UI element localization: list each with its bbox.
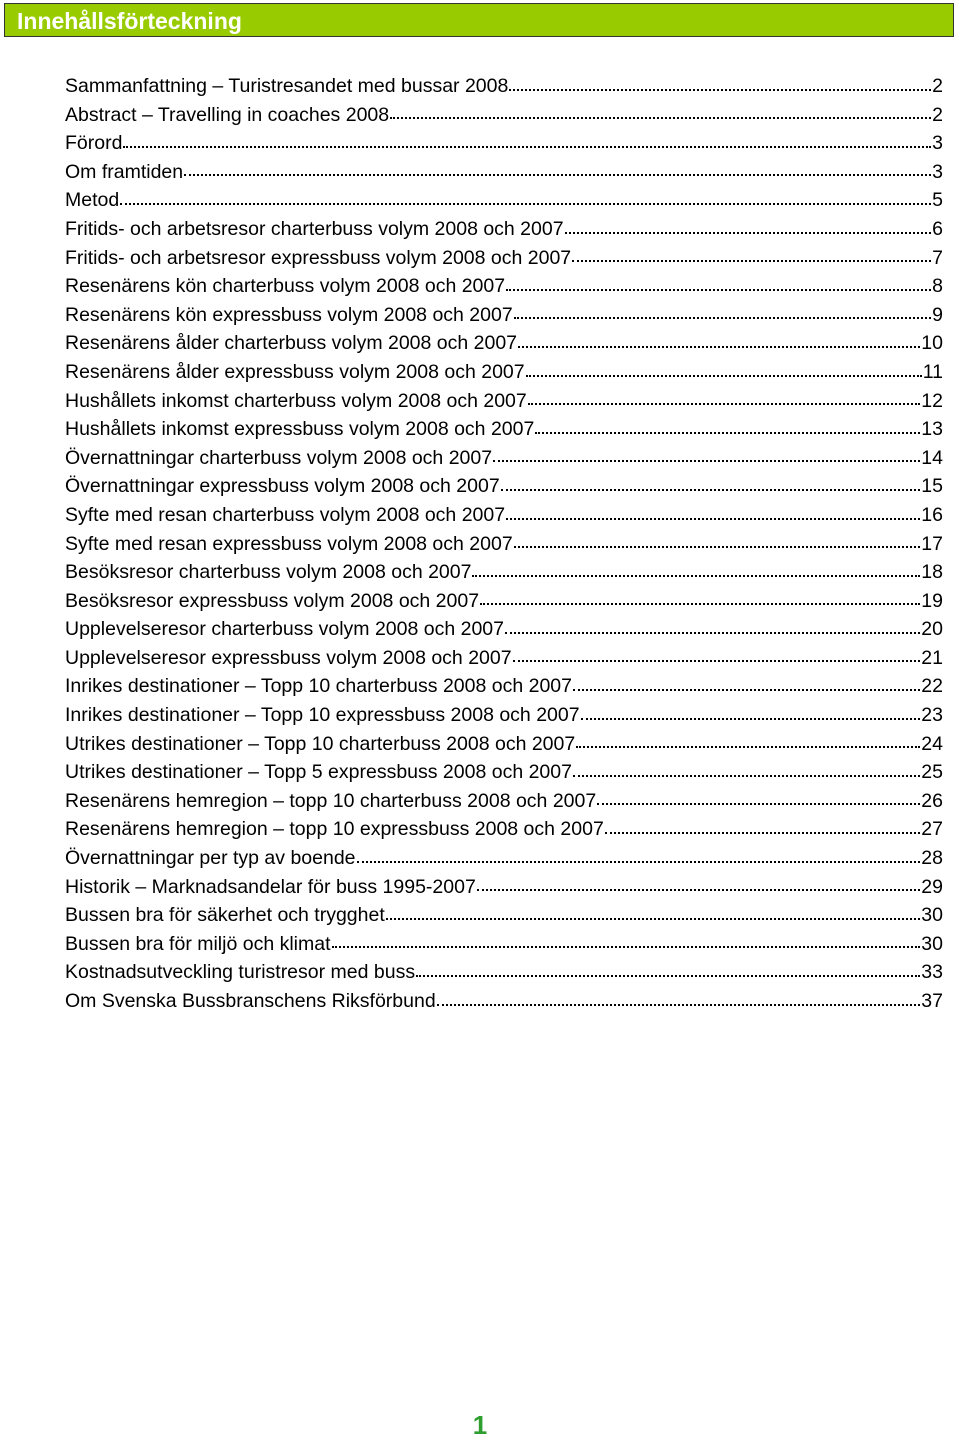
toc-entry-page: 11 xyxy=(922,360,943,383)
toc-entry[interactable] xyxy=(65,301,943,330)
toc-entry-label: Resenärens ålder expressbuss volym 2008 och 2007 xyxy=(65,360,525,383)
toc-dot-leader xyxy=(472,575,920,577)
toc-dot-leader xyxy=(390,117,931,119)
toc-dot-leader xyxy=(535,432,920,434)
toc-entry[interactable] xyxy=(65,101,943,130)
toc-entry[interactable] xyxy=(65,930,943,959)
toc-entry-page: 5 xyxy=(932,189,943,212)
toc-entry-page: 14 xyxy=(921,446,943,469)
page-title: Innehållsförteckning xyxy=(17,8,242,34)
toc-entry-label: Utrikes destinationer – Topp 10 charterbuss 2008 och 2007 xyxy=(65,732,576,755)
toc-dot-leader xyxy=(120,203,931,205)
section-header-bar xyxy=(4,3,954,37)
toc-entry-page: 21 xyxy=(921,646,943,669)
toc-entry-label: Fritids- och arbetsresor expressbuss volym 2008 och 2007 xyxy=(65,246,572,269)
toc-entry-page: 19 xyxy=(921,589,943,612)
toc-entry-label: Besöksresor expressbuss volym 2008 och 2007 xyxy=(65,589,480,612)
toc-entry[interactable] xyxy=(65,987,943,1016)
toc-entry[interactable] xyxy=(65,758,943,787)
toc-entry-label: Upplevelseresor charterbuss volym 2008 och 2007 xyxy=(65,618,504,641)
toc-entry-label: Besöksresor charterbuss volym 2008 och 2007 xyxy=(65,561,472,584)
toc-entry[interactable] xyxy=(65,329,943,358)
toc-entry-label: Upplevelseresor expressbuss volym 2008 och 2007 xyxy=(65,646,512,669)
toc-entry-label: Resenärens hemregion – topp 10 charterbuss 2008 och 2007 xyxy=(65,789,597,812)
toc-dot-leader xyxy=(506,518,920,520)
toc-dot-leader xyxy=(605,832,921,834)
toc-entry-label: Kostnadsutveckling turistresor med buss xyxy=(65,961,416,984)
toc-entry-page: 20 xyxy=(921,618,943,641)
toc-entry-page: 23 xyxy=(921,704,943,727)
toc-entry-label: Bussen bra för säkerhet och trygghet xyxy=(65,904,385,927)
toc-entry[interactable] xyxy=(65,815,943,844)
toc-entry[interactable] xyxy=(65,272,943,301)
toc-entry-label: Syfte med resan charterbuss volym 2008 och 2007 xyxy=(65,503,506,526)
toc-dot-leader xyxy=(514,546,921,548)
toc-entry[interactable] xyxy=(65,558,943,587)
toc-dot-leader xyxy=(513,660,921,662)
toc-entry-page: 24 xyxy=(921,732,943,755)
toc-dot-leader xyxy=(514,317,931,319)
toc-dot-leader xyxy=(357,861,921,863)
toc-entry-label: Abstract – Travelling in coaches 2008 xyxy=(65,103,390,126)
toc-entry-page: 29 xyxy=(921,875,943,898)
toc-entry[interactable] xyxy=(65,530,943,559)
toc-entry-label: Metod xyxy=(65,189,120,212)
toc-entry-label: Resenärens kön charterbuss volym 2008 och 2007 xyxy=(65,275,506,298)
toc-entry[interactable] xyxy=(65,701,943,730)
toc-entry-page: 10 xyxy=(921,332,943,355)
toc-entry-label: Övernattningar charterbuss volym 2008 och 2007 xyxy=(65,446,493,469)
toc-entry-page: 13 xyxy=(921,418,943,441)
toc-entry[interactable] xyxy=(65,501,943,530)
toc-entry-label: Fritids- och arbetsresor charterbuss volym 2008 och 2007 xyxy=(65,217,564,240)
toc-dot-leader xyxy=(506,289,931,291)
toc-dot-leader xyxy=(184,174,931,176)
toc-entry-label: Inrikes destinationer – Topp 10 charterbuss 2008 och 2007 xyxy=(65,675,572,698)
toc-entry-page: 22 xyxy=(921,675,943,698)
toc-dot-leader xyxy=(573,689,920,691)
toc-entry-page: 7 xyxy=(932,246,943,269)
toc-entry-page: 3 xyxy=(932,160,943,183)
toc-entry[interactable] xyxy=(65,615,943,644)
toc-entry[interactable] xyxy=(65,730,943,759)
toc-entry[interactable] xyxy=(65,958,943,987)
toc-entry-label: Resenärens hemregion – topp 10 expressbuss 2008 och 2007 xyxy=(65,818,604,841)
toc-entry[interactable] xyxy=(65,787,943,816)
toc-entry-page: 9 xyxy=(932,303,943,326)
toc-dot-leader xyxy=(386,918,921,920)
toc-entry-label: Inrikes destinationer – Topp 10 expressbuss 2008 och 2007 xyxy=(65,704,580,727)
toc-entry-page: 18 xyxy=(921,561,943,584)
toc-entry[interactable] xyxy=(65,186,943,215)
toc-entry-label: Resenärens ålder charterbuss volym 2008 och 2007 xyxy=(65,332,518,355)
toc-entry[interactable] xyxy=(65,844,943,873)
toc-entry-page: 37 xyxy=(921,990,943,1012)
toc-entry-page: 27 xyxy=(921,818,943,841)
toc-dot-leader xyxy=(416,975,920,977)
toc-entry[interactable] xyxy=(65,129,943,158)
toc-entry-page: 17 xyxy=(921,532,943,555)
toc-dot-leader xyxy=(493,460,920,462)
toc-entry-page: 3 xyxy=(932,132,943,155)
toc-entry-label: Historik – Marknadsandelar för buss 1995-2007 xyxy=(65,875,476,898)
toc-entry-page: 16 xyxy=(921,503,943,526)
toc-dot-leader xyxy=(505,632,920,634)
toc-dot-leader xyxy=(123,146,931,148)
toc-entry-page: 2 xyxy=(932,75,943,97)
toc-entry[interactable] xyxy=(65,244,943,273)
toc-entry[interactable] xyxy=(65,644,943,673)
toc-dot-leader xyxy=(509,89,931,91)
toc-entry-label: Resenärens kön expressbuss volym 2008 och 2007 xyxy=(65,303,513,326)
toc-entry-label: Bussen bra för miljö och klimat xyxy=(65,932,331,955)
toc-entry-page: 30 xyxy=(921,904,943,927)
toc-dot-leader xyxy=(480,603,920,605)
toc-entry-label: Hushållets inkomst charterbuss volym 2008 och 2007 xyxy=(65,389,527,412)
toc-dot-leader xyxy=(565,232,932,234)
toc-dot-leader xyxy=(572,260,931,262)
toc-entry[interactable] xyxy=(65,587,943,616)
toc-entry[interactable] xyxy=(65,72,943,101)
toc-dot-leader xyxy=(576,746,920,748)
toc-entry-page: 15 xyxy=(921,475,943,498)
toc-entry[interactable] xyxy=(65,444,943,473)
toc-entry-label: Hushållets inkomst expressbuss volym 2008 och 2007 xyxy=(65,418,535,441)
toc-entry-label: Sammanfattning – Turistresandet med bussar 2008 xyxy=(65,75,509,97)
toc-entry[interactable] xyxy=(65,672,943,701)
toc-entry-page: 2 xyxy=(932,103,943,126)
toc-entry[interactable] xyxy=(65,472,943,501)
toc-entry-label: Utrikes destinationer – Topp 5 expressbuss 2008 och 2007 xyxy=(65,761,572,784)
table-of-contents xyxy=(65,72,943,1016)
toc-dot-leader xyxy=(597,803,920,805)
toc-entry-page: 8 xyxy=(932,275,943,298)
toc-entry-label: Om framtiden xyxy=(65,160,184,183)
toc-dot-leader xyxy=(581,718,921,720)
toc-entry[interactable] xyxy=(65,358,943,387)
toc-entry-page: 25 xyxy=(921,761,943,784)
toc-entry[interactable] xyxy=(65,415,943,444)
toc-entry[interactable] xyxy=(65,901,943,930)
toc-entry[interactable] xyxy=(65,387,943,416)
toc-entry-page: 33 xyxy=(921,961,943,984)
toc-entry-page: 28 xyxy=(921,847,943,870)
toc-dot-leader xyxy=(573,775,920,777)
toc-entry-page: 30 xyxy=(921,932,943,955)
toc-dot-leader xyxy=(437,1004,921,1006)
toc-dot-leader xyxy=(501,489,921,491)
page-number: 1 xyxy=(472,1410,488,1440)
toc-entry-page: 12 xyxy=(921,389,943,412)
toc-dot-leader xyxy=(332,946,921,948)
toc-entry-label: Övernattningar per typ av boende xyxy=(65,847,356,870)
toc-dot-leader xyxy=(526,375,922,377)
toc-entry[interactable] xyxy=(65,215,943,244)
toc-entry-label: Övernattningar expressbuss volym 2008 och 2007 xyxy=(65,475,500,498)
toc-entry-page: 26 xyxy=(921,789,943,812)
toc-entry-page: 6 xyxy=(932,217,943,240)
toc-dot-leader xyxy=(477,889,920,891)
toc-entry-label: Om Svenska Bussbranschens Riksförbund xyxy=(65,990,436,1012)
toc-entry[interactable] xyxy=(65,873,943,902)
toc-entry[interactable] xyxy=(65,158,943,187)
toc-dot-leader xyxy=(528,403,921,405)
toc-entry-label: Syfte med resan expressbuss volym 2008 och 2007 xyxy=(65,532,513,555)
toc-dot-leader xyxy=(518,346,920,348)
toc-entry-label: Förord xyxy=(65,132,123,155)
